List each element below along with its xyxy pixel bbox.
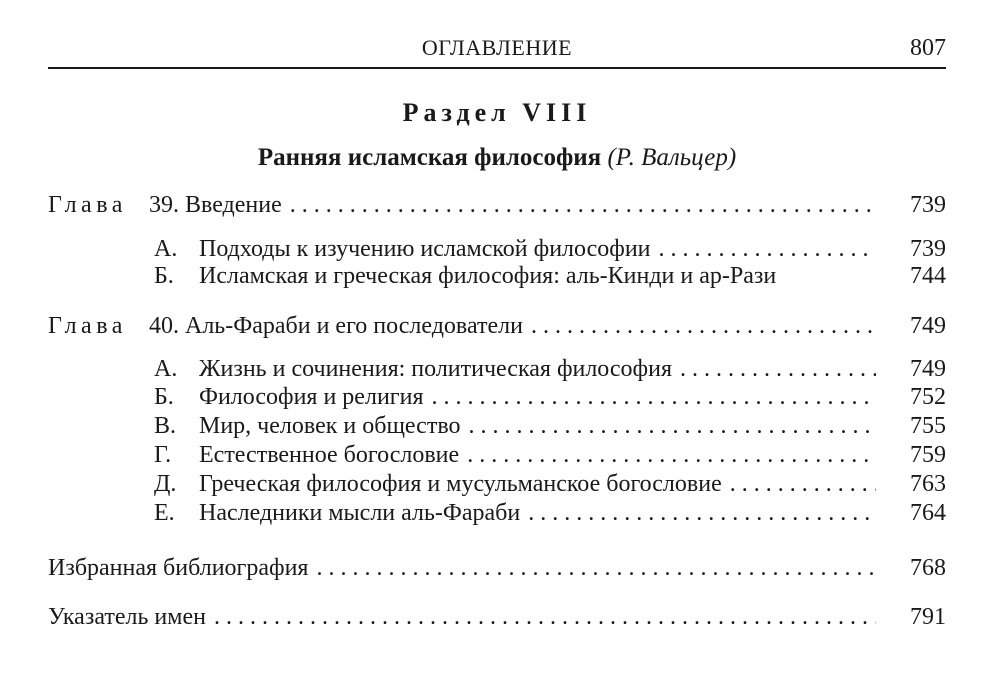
- section-subtitle-text: Ранняя исламская философия: [257, 144, 602, 171]
- toc-subsection[interactable]: [48, 471, 946, 501]
- page-number: 807: [910, 35, 946, 61]
- toc-name-index[interactable]: [48, 604, 946, 634]
- toc-bibliography[interactable]: [48, 555, 946, 585]
- dot-leader: [468, 413, 876, 440]
- subsection-title: Мир, человек и общество: [199, 413, 461, 439]
- toc-subsection[interactable]: [48, 356, 946, 386]
- subsection-letter: Б.: [154, 384, 174, 410]
- chapter-title: 40. Аль-Фараби и его последователи: [149, 313, 523, 339]
- toc-page-number: 752: [910, 384, 946, 410]
- back-matter-title: Указатель имен: [48, 604, 206, 630]
- chapter-word: Глава: [48, 313, 127, 339]
- subsection-letter: Б.: [154, 263, 174, 289]
- toc-page-number: 759: [910, 442, 946, 468]
- subsection-title: Наследники мысли аль-Фараби: [199, 500, 521, 526]
- toc-subsection[interactable]: [48, 236, 946, 266]
- dot-leader: [680, 356, 876, 383]
- subsection-letter: Е.: [154, 500, 175, 526]
- toc-page-number: 768: [910, 555, 946, 581]
- dot-leader: [528, 500, 876, 527]
- dot-leader: [432, 384, 876, 411]
- toc-subsection[interactable]: [48, 384, 946, 414]
- toc-page-number: 764: [910, 500, 946, 526]
- section-title: Раздел VIII: [402, 98, 592, 127]
- toc-subsection[interactable]: [48, 263, 946, 293]
- subsection-title: Подходы к изучению исламской философии: [199, 236, 651, 262]
- toc-page-number: 749: [910, 356, 946, 382]
- dot-leader: [531, 313, 876, 340]
- subsection-letter: Г.: [154, 442, 172, 468]
- back-matter-title: Избранная библиография: [48, 555, 309, 581]
- subsection-letter: Д.: [154, 471, 177, 497]
- subsection-title: Жизнь и сочинения: политическая философия: [199, 356, 672, 382]
- dot-leader: [659, 236, 876, 263]
- section-subtitle: [48, 144, 946, 172]
- subsection-title: Греческая философия и мусульманское богословие: [199, 471, 722, 497]
- toc-chapter-39[interactable]: [48, 192, 946, 222]
- chapter-word: Глава: [48, 192, 127, 218]
- subsection-title: Исламская и греческая философия: аль-Кинди и ар-Рази: [199, 263, 777, 289]
- dot-leader: [214, 604, 876, 631]
- toc-page-number: 763: [910, 471, 946, 497]
- chapter-title: 39. Введение: [149, 192, 282, 218]
- dot-leader: [290, 192, 876, 219]
- toc-page-number: 739: [910, 192, 946, 218]
- subsection-letter: А.: [154, 236, 178, 262]
- subsection-title: Естественное богословие: [199, 442, 460, 468]
- toc-subsection[interactable]: [48, 500, 946, 530]
- dot-leader: [316, 555, 876, 582]
- subsection-letter: В.: [154, 413, 177, 439]
- toc-page-number: 739: [910, 236, 946, 262]
- toc-page-number: 744: [910, 263, 946, 289]
- dot-leader: [467, 442, 876, 469]
- toc-page: [48, 0, 946, 694]
- running-title: ОГЛАВЛЕНИЕ: [421, 35, 573, 60]
- toc-page-number: 755: [910, 413, 946, 439]
- toc-page-number: 791: [910, 604, 946, 630]
- toc-subsection[interactable]: [48, 413, 946, 443]
- toc-subsection[interactable]: [48, 442, 946, 472]
- dot-leader: [730, 471, 876, 498]
- toc-page-number: 749: [910, 313, 946, 339]
- section-author: (Р. Вальцер): [607, 144, 737, 171]
- subsection-letter: А.: [154, 356, 178, 382]
- subsection-title: Философия и религия: [199, 384, 424, 410]
- toc-chapter-40[interactable]: [48, 313, 946, 343]
- page-header: [48, 33, 946, 69]
